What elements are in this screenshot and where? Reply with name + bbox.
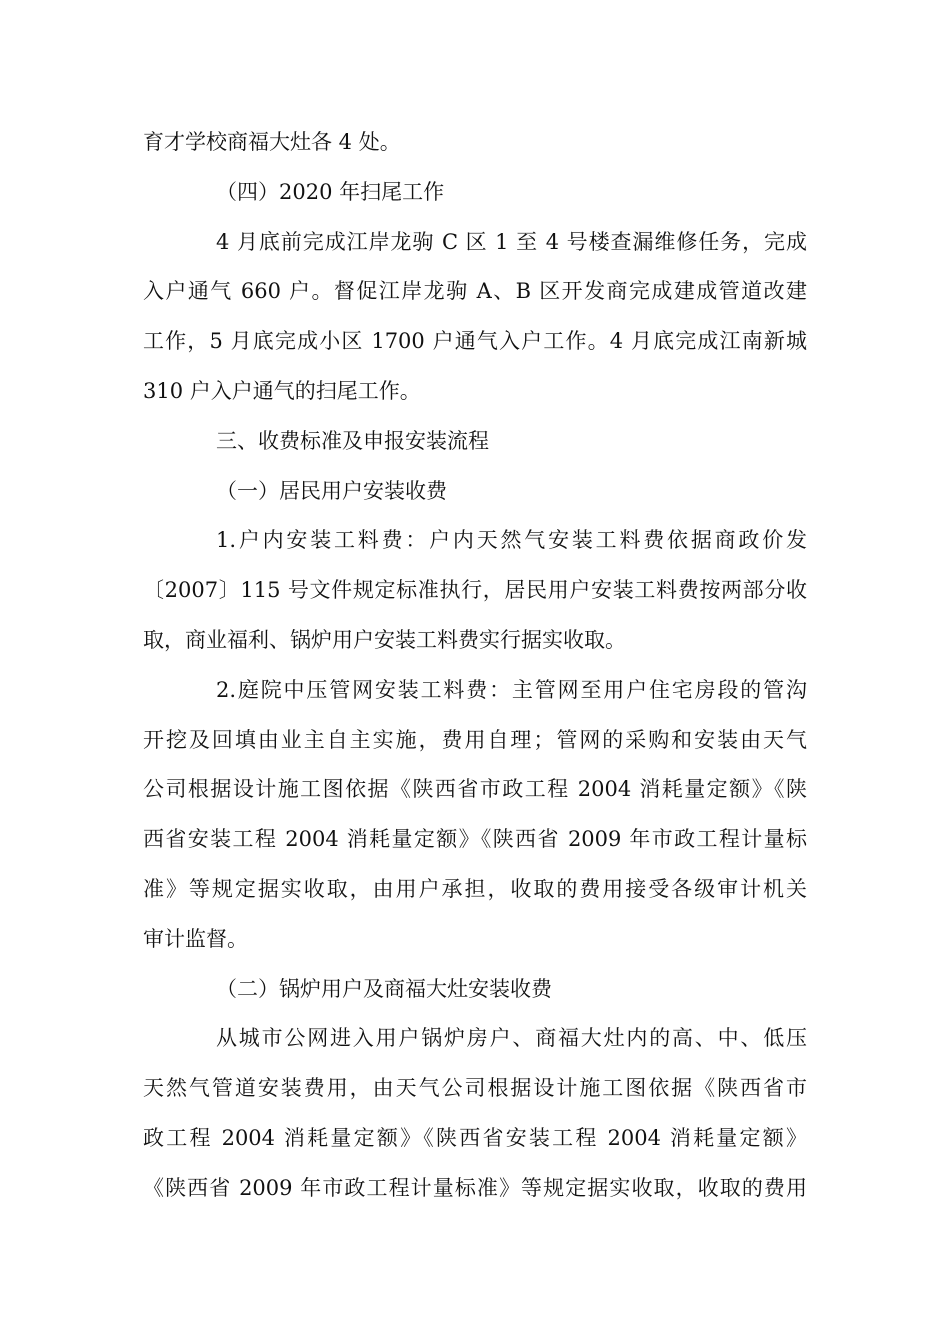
text-line: 2.庭院中压管网安装工料费：主管网至用户住宅房段的管沟 <box>216 677 807 702</box>
text-line: 入户通气 660 户。督促江岸龙驹 A、B 区开发商完成建成管道改建 <box>143 279 807 304</box>
text-line: 取，商业福利、锅炉用户安装工料费实行据实收取。 <box>143 627 626 652</box>
document-body <box>143 126 807 1222</box>
text-line: 开挖及回填由业主自主实施，费用自理；管网的采购和安装由天气 <box>143 727 807 752</box>
text-line: 《陕西省 2009 年市政工程计量标准》等规定据实收取，收取的费用 <box>143 1175 807 1200</box>
text-line: 公司根据设计施工图依据《陕西省市政工程 2004 消耗量定额》《陕 <box>143 777 807 802</box>
text-line: 4 月底前完成江岸龙驹 C 区 1 至 4 号楼查漏维修任务，完成 <box>216 229 807 254</box>
text-line: 1.户内安装工料费：户内天然气安装工料费依据商政价发 <box>216 528 807 553</box>
text-line: 审计监督。 <box>143 926 248 951</box>
subsection-heading: （二）锅炉用户及商福大灶安装收费 <box>216 976 552 1001</box>
text-line: 310 户入户通气的扫尾工作。 <box>143 378 421 403</box>
subsection-heading: （一）居民用户安装收费 <box>216 478 447 503</box>
text-line: 政工程 2004 消耗量定额》《陕西省安装工程 2004 消耗量定额》 <box>143 1125 807 1150</box>
text-line: 西省安装工程 2004 消耗量定额》《陕西省 2009 年市政工程计量标 <box>143 827 807 852</box>
text-line: 〔2007〕115 号文件规定标准执行，居民用户安装工料费按两部分收 <box>143 578 807 603</box>
text-line: 从城市公网进入用户锅炉房户、商福大灶内的高、中、低压 <box>216 1026 807 1051</box>
text-line: 天然气管道安装费用，由天气公司根据设计施工图依据《陕西省市 <box>143 1076 807 1101</box>
section-heading: 三、收费标准及申报安装流程 <box>216 428 489 453</box>
section-heading: （四）2020 年扫尾工作 <box>216 179 445 204</box>
text-line: 育才学校商福大灶各 4 处。 <box>143 130 401 154</box>
text-line: 工作，5 月底完成小区 1700 户通气入户工作。4 月底完成江南新城 <box>143 329 807 354</box>
text-line: 准》等规定据实收取，由用户承担，收取的费用接受各级审计机关 <box>143 876 807 901</box>
